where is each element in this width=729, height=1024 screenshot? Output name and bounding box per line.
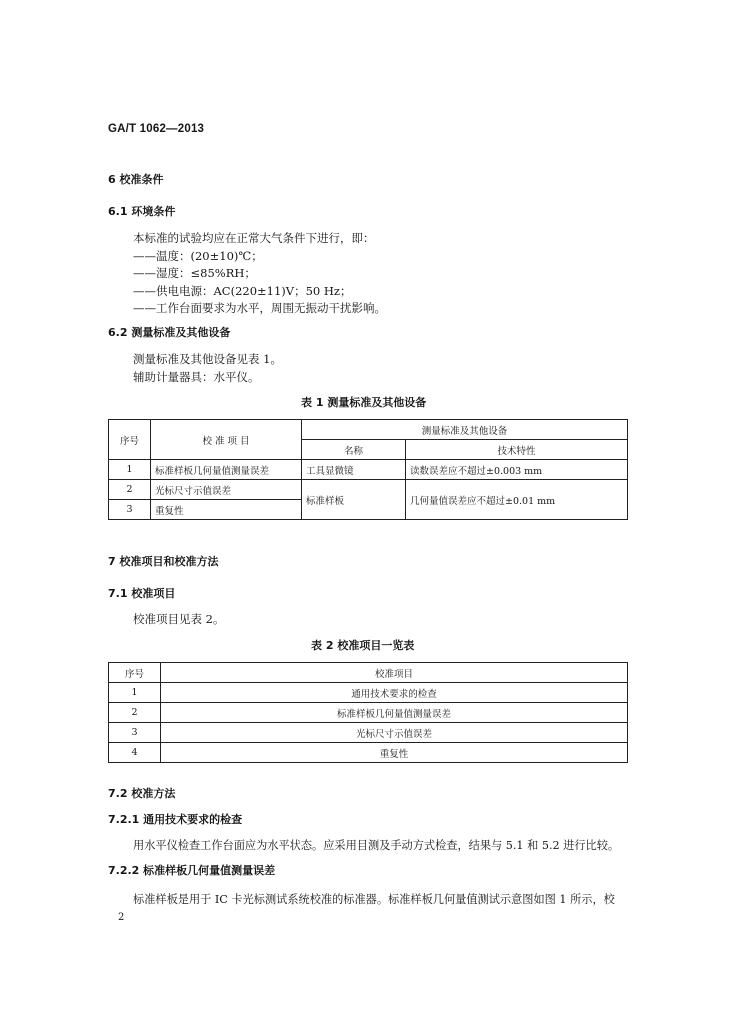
paragraph: 标准样板是用于 IC 卡光标测试系统校准的标准器。标准样板几何量值测试示意图如图 1 所示，校 <box>133 893 615 906</box>
document-code: GA/T 1062—2013 <box>108 123 205 135</box>
condition-item: ——供电电源：AC(220±11)V；50 Hz； <box>133 284 352 298</box>
table-cell: 重复性 <box>161 743 628 763</box>
table-row <box>109 743 628 763</box>
table-cell: 重复性 <box>151 500 302 520</box>
table-cell: 1 <box>109 683 161 703</box>
table-cell: 4 <box>109 743 161 763</box>
table-header-item: 校准项目 <box>161 663 628 683</box>
section-6-2-heading: 6.2 测量标准及其他设备 <box>108 326 231 339</box>
table-cell: 标准样板几何量值测量误差 <box>151 460 302 480</box>
section-7-1-heading: 7.1 校准项目 <box>108 587 176 600</box>
page-number: 2 <box>118 912 125 923</box>
paragraph: 校准项目见表 2。 <box>133 612 225 626</box>
section-6-1-heading: 6.1 环境条件 <box>108 205 176 218</box>
section-6-1-intro: 本标准的试验均应在正常大气条件下进行，即： <box>133 231 375 245</box>
section-7-2-1-heading: 7.2.1 通用技术要求的检查 <box>108 813 243 826</box>
table-cell: 通用技术要求的检查 <box>161 683 628 703</box>
paragraph: 用水平仪检查工作台面应为水平状态。应采用目测及手动方式检查，结果与 5.1 和 5.2 进行比较。 <box>133 839 620 852</box>
table-row <box>109 480 628 500</box>
table-2-caption: 表 2 校准项目一览表 <box>311 639 415 652</box>
paragraph: 测量标准及其他设备见表 1。 <box>133 352 282 366</box>
table-2 <box>108 662 628 763</box>
table-header-group: 测量标准及其他设备 <box>302 420 628 440</box>
section-7-heading: 7 校准项目和校准方法 <box>108 555 219 568</box>
table-cell: 3 <box>109 500 151 520</box>
table-row <box>109 460 628 480</box>
section-7-2-heading: 7.2 校准方法 <box>108 787 176 800</box>
paragraph: 辅助计量器具：水平仪。 <box>133 370 260 384</box>
table-cell: 光标尺寸示值误差 <box>161 723 628 743</box>
table-cell: 1 <box>109 460 151 480</box>
table-header-no: 序号 <box>109 420 151 460</box>
table-cell: 2 <box>109 703 161 723</box>
table-cell: 几何量值误差应不超过±0.01 mm <box>406 480 628 520</box>
table-cell: 3 <box>109 723 161 743</box>
table-cell: 2 <box>109 480 151 500</box>
section-7-2-2-heading: 7.2.2 标准样板几何量值测量误差 <box>108 864 276 877</box>
table-cell: 工具显微镜 <box>302 460 406 480</box>
table-header-no: 序号 <box>109 663 161 683</box>
table-row <box>109 703 628 723</box>
condition-item: ——工作台面要求为水平，周围无振动干扰影响。 <box>133 301 386 315</box>
section-6-heading: 6 校准条件 <box>108 173 164 186</box>
condition-item: ——湿度：≤85%RH； <box>133 266 256 280</box>
table-1 <box>108 419 628 520</box>
table-cell: 光标尺寸示值误差 <box>151 480 302 500</box>
table-header-spec: 技术特性 <box>406 440 628 460</box>
table-cell: 读数误差应不超过±0.003 mm <box>406 460 628 480</box>
table-cell: 标准样板 <box>302 480 406 520</box>
table-header-name: 名称 <box>302 440 406 460</box>
table-header-item: 校 准 项 目 <box>151 420 302 460</box>
table-1-caption: 表 1 测量标准及其他设备 <box>301 396 427 409</box>
condition-item: ——温度：(20±10)℃； <box>133 249 263 263</box>
table-row <box>109 723 628 743</box>
table-row <box>109 683 628 703</box>
table-cell: 标准样板几何量值测量误差 <box>161 703 628 723</box>
